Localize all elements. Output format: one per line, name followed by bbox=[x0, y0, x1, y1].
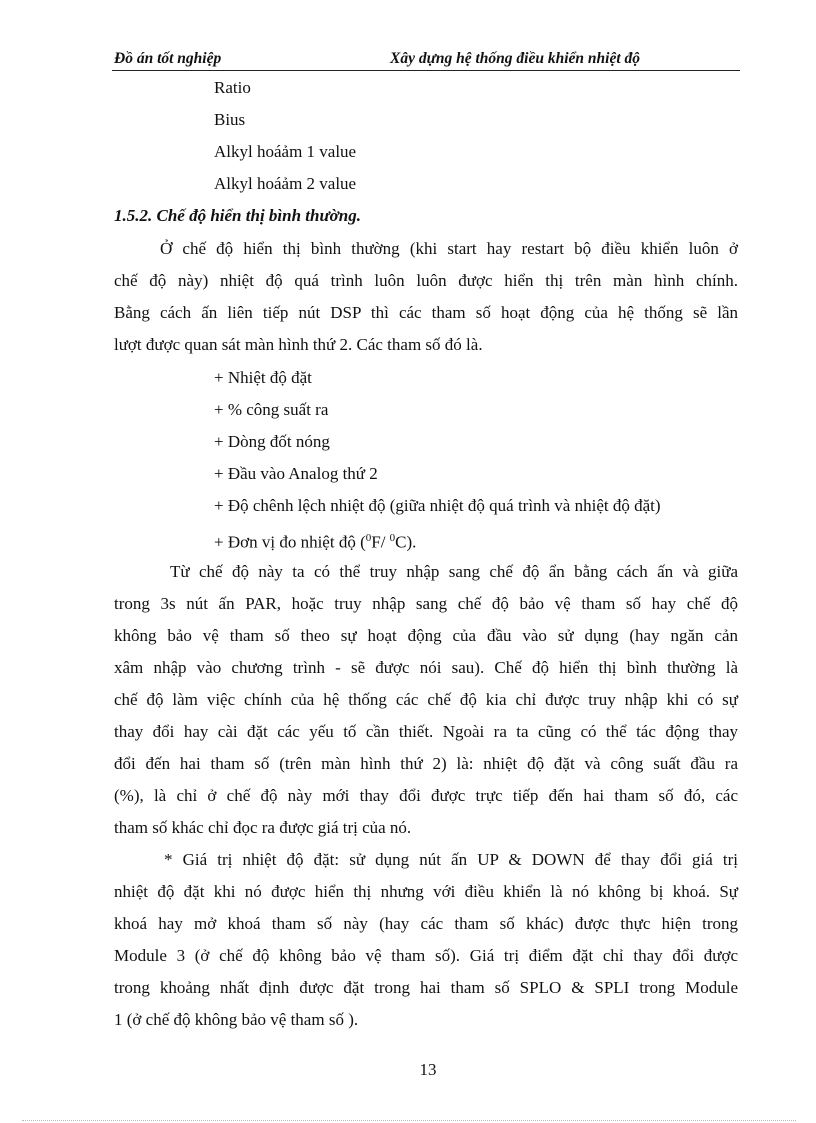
unit-prefix: + Đơn vị đo nhiệt độ ( bbox=[214, 532, 366, 552]
paragraph-line: Ở chế độ hiển thị bình thường (khi start hay restart bộ điều khiển luôn ở bbox=[160, 239, 738, 258]
parameter-item: + Nhiệt độ đặt bbox=[214, 368, 312, 387]
paragraph-line: chế độ này) nhiệt độ quá trình luôn luôn được hiển thị trên màn hình chính. bbox=[114, 271, 738, 290]
paragraph-line: (%), là chỉ ở chế độ này mới thay đổi được trực tiếp đến hai tham số đó, các bbox=[114, 786, 738, 805]
paragraph-line: chế độ làm việc chính của hệ thống các chế độ kia chỉ được truy nhập khi có sự bbox=[114, 690, 738, 709]
paragraph-line: Module 3 (ở chế độ không bảo vệ tham số). Giá trị điểm đặt chỉ thay đổi được bbox=[114, 946, 738, 965]
paragraph-line: đổi đến hai tham số (trên màn hình thứ 2) là: nhiệt độ đặt và công suất đầu ra bbox=[114, 754, 738, 773]
paragraph-line: 1 (ở chế độ không bảo vệ tham số ). bbox=[114, 1010, 359, 1029]
header-left-title: Đồ án tốt nghiệp bbox=[114, 50, 222, 67]
unit-middle: F/ bbox=[371, 532, 390, 552]
paragraph-line: Từ chế độ này ta có thể truy nhập sang chế độ ẩn bằng cách ấn và giữa bbox=[170, 562, 738, 581]
paragraph-line: trong 3s nút ấn PAR, hoặc truy nhập sang chế độ bảo vệ tham số hay chế độ bbox=[114, 594, 738, 613]
paragraph-line: trong khoảng nhất định được đặt trong hai tham số SPLO & SPLI trong Module bbox=[114, 978, 738, 997]
paragraph-line: xâm nhập vào chương trình - sẽ được nói sau). Chế độ hiển thị bình thường là bbox=[114, 658, 738, 677]
paragraph-line: khoá hay mở khoá tham số này (hay các tham số khác) được thực hiện trong bbox=[114, 914, 738, 933]
page-number: 13 bbox=[419, 1060, 437, 1079]
section-heading: 1.5.2. Chế độ hiển thị bình thường. bbox=[114, 206, 361, 225]
parameter-item: + Độ chênh lệch nhiệt độ (giữa nhiệt độ quá trình và nhiệt độ đặt) bbox=[214, 496, 661, 515]
paragraph-line: Bằng cách ấn liên tiếp nút DSP thì các tham số hoạt động của hệ thống sẽ lần bbox=[114, 303, 738, 322]
list-item: Alkyl hoáảm 1 value bbox=[214, 142, 357, 161]
list-item: Bius bbox=[214, 110, 246, 129]
paragraph-line: lượt được quan sát màn hình thứ 2. Các tham số đó là. bbox=[114, 335, 483, 354]
list-item: Ratio bbox=[214, 78, 251, 97]
paragraph-line: * Giá trị nhiệt độ đặt: sử dụng nút ấn UP & DOWN để thay đổi giá trị bbox=[164, 850, 738, 869]
unit-suffix: C). bbox=[395, 532, 417, 552]
parameter-item: + % công suất ra bbox=[214, 400, 329, 419]
parameter-item: + Dòng đốt nóng bbox=[214, 432, 330, 451]
parameter-item-unit bbox=[214, 528, 416, 553]
unit-superscript: 0 bbox=[389, 532, 396, 544]
page-header bbox=[112, 48, 740, 71]
parameter-item: + Đầu vào Analog thứ 2 bbox=[214, 464, 378, 483]
paragraph-line: thay đổi hay cài đặt các yếu tố cần thiết. Ngoài ra ta cũng có thể tác động thay bbox=[114, 722, 738, 741]
paragraph-line: nhiệt độ đặt khi nó được hiển thị nhưng với điều khiển là nó không bị khoá. Sự bbox=[114, 882, 738, 901]
unit-superscript: 0 bbox=[365, 532, 372, 544]
page-bottom-divider bbox=[22, 1120, 796, 1121]
header-right-title: Xây dựng hệ thống điều khiển nhiệt độ bbox=[390, 50, 641, 67]
list-item: Alkyl hoáảm 2 value bbox=[214, 174, 357, 193]
paragraph-line: không bảo vệ tham số theo sự hoạt động của đầu vào sử dụng (hay ngăn cản bbox=[114, 626, 738, 645]
paragraph-line: tham số khác chỉ đọc ra được giá trị của nó. bbox=[114, 818, 412, 837]
